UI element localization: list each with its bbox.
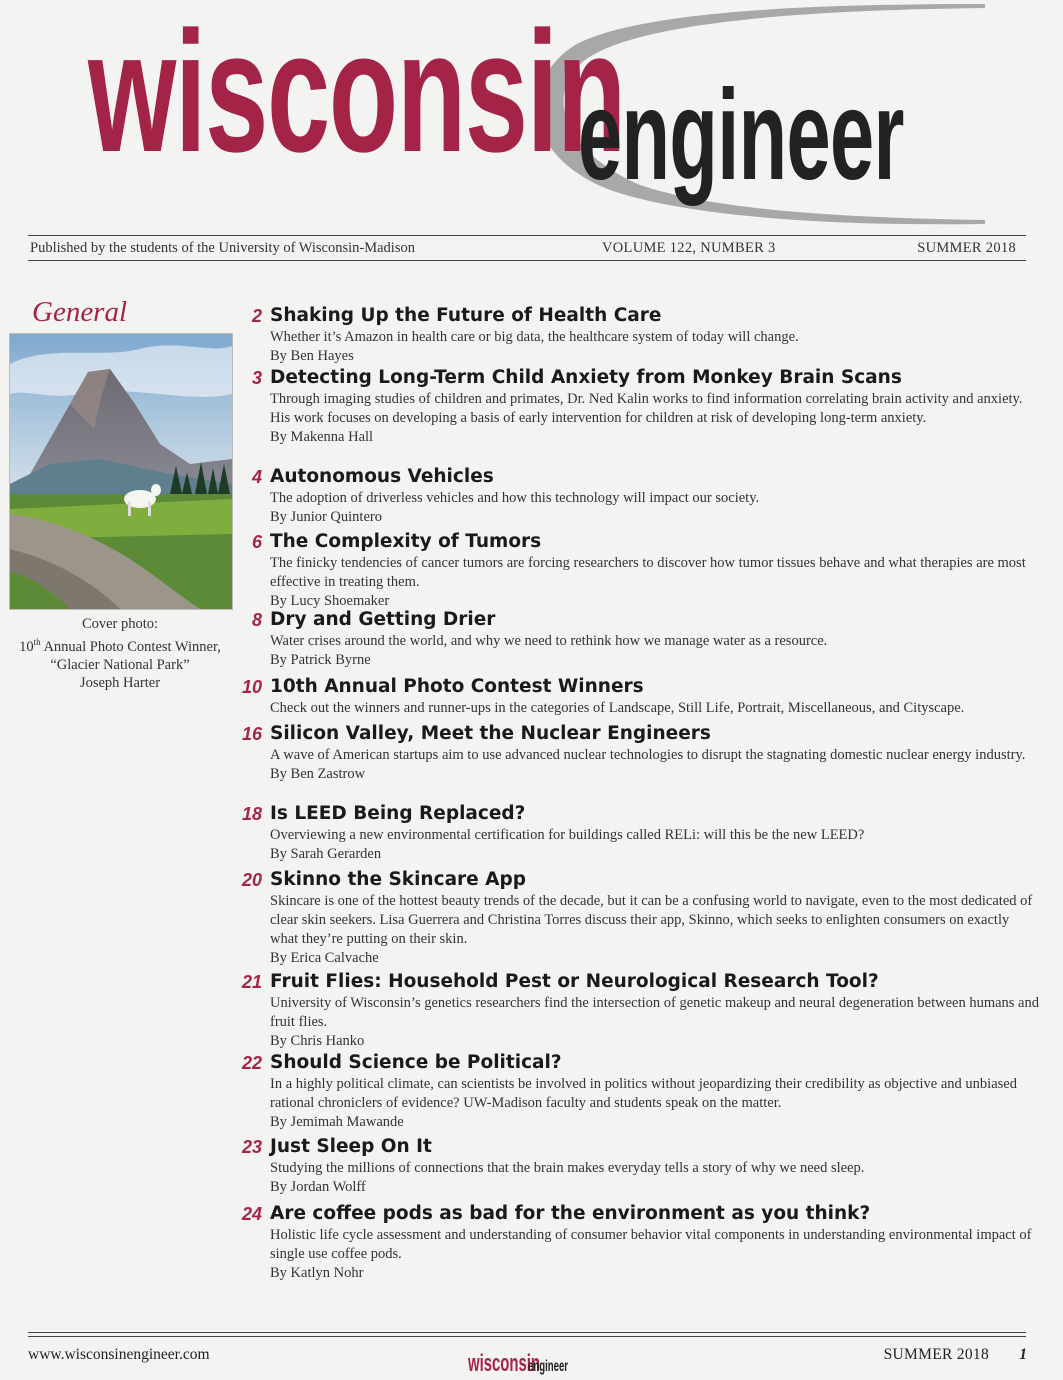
toc-description: Check out the winners and runner-ups in the categories of Landscape, Still Life, Portrait, Miscellaneous, and Cityscape.	[270, 700, 965, 716]
publisher-line: Published by the students of the University of Wisconsin-Madison	[30, 240, 415, 256]
footer-rule	[28, 1336, 1026, 1337]
toc-entry[interactable]	[230, 304, 1040, 366]
footer-logo	[468, 1350, 588, 1378]
cover-photo	[9, 333, 233, 610]
toc-page-number: 23	[241, 1137, 262, 1157]
toc-author: By Chris Hanko	[270, 1033, 365, 1049]
toc-author: By Jemimah Mawande	[270, 1114, 404, 1130]
section-heading: General	[32, 296, 128, 328]
toc-title[interactable]: Just Sleep On It	[270, 1136, 432, 1157]
toc-page-number: 22	[241, 1053, 262, 1073]
volume-number: VOLUME 122, NUMBER 3	[602, 240, 776, 256]
toc-description: Studying the millions of connections that the brain makes everyday tells a story of why we need sleep.	[270, 1160, 865, 1176]
cover-photo-illustration	[10, 334, 232, 609]
toc-page-number: 18	[241, 804, 262, 824]
toc-page-number: 3	[251, 368, 262, 388]
website-link[interactable]: www.wisconsinengineer.com	[28, 1346, 210, 1363]
footer-issue: SUMMER 2018	[883, 1346, 989, 1363]
toc-description: Through imaging studies of children and primates, Dr. Ned Kalin works to find information correlating brain activity and anxiety. His work focuses on developing a basis of early intervention for children at risk of developing long-term anxiety.	[270, 391, 1023, 426]
toc-entry[interactable]	[230, 366, 1040, 447]
toc-description: University of Wisconsin’s genetics researchers find the intersection of genetic makeup and neural degeneration between humans and fruit flies.	[270, 995, 1039, 1030]
footer-logo-engineer: engineer	[528, 1358, 569, 1375]
toc-title[interactable]: Fruit Flies: Household Pest or Neurological Research Tool?	[270, 971, 879, 992]
toc-author: By Junior Quintero	[270, 509, 382, 525]
toc-author: By Katlyn Nohr	[270, 1265, 364, 1281]
toc-title[interactable]: Detecting Long-Term Child Anxiety from Monkey Brain Scans	[270, 367, 902, 388]
toc-description: Water crises around the world, and why we need to rethink how we manage water as a resource.	[270, 633, 828, 649]
toc-author: By Jordan Wolff	[270, 1179, 366, 1195]
toc-author: By Patrick Byrne	[270, 652, 371, 668]
toc-page-number: 16	[241, 724, 262, 744]
toc-author: By Makenna Hall	[270, 429, 374, 445]
toc-description: Whether it’s Amazon in health care or big data, the healthcare system of today will change.	[270, 329, 799, 345]
toc-description: A wave of American startups aim to use advanced nuclear technologies to disrupt the stagnating domestic nuclear energy industry.	[270, 747, 1026, 763]
footer-rule	[28, 1332, 1026, 1333]
toc-title[interactable]: Autonomous Vehicles	[270, 466, 494, 487]
toc-entry[interactable]	[230, 802, 1040, 864]
publication-bar	[28, 235, 1026, 261]
caption-line-4: Joseph Harter	[79, 674, 161, 691]
toc-description: The finicky tendencies of cancer tumors are forcing researchers to discover how tumor tissues behave and what therapies are most effective in treating them.	[270, 555, 1026, 590]
cover-caption	[0, 615, 240, 692]
toc-entry[interactable]	[230, 530, 1040, 611]
toc-entry[interactable]	[230, 675, 1040, 718]
page-number: 1	[1019, 1346, 1027, 1363]
toc-description: Overviewing a new environmental certification for buildings called RELi: will this be the new LEED?	[270, 827, 865, 843]
toc-page-number: 4	[251, 467, 262, 487]
toc-author: By Ben Zastrow	[270, 766, 366, 782]
footer-logo-wisconsin: wisconsin	[468, 1350, 540, 1377]
caption-line-1: Cover photo:	[81, 616, 159, 632]
toc-page-number: 21	[241, 972, 262, 992]
toc-page-number: 2	[251, 306, 262, 326]
toc-author: By Sarah Gerarden	[270, 846, 382, 862]
masthead	[0, 0, 1063, 235]
masthead-title-wisconsin: wisconsin	[88, 0, 625, 188]
toc-description: Holistic life cycle assessment and understanding of consumer behavior vital components in understanding environmental impact of single use coffee pods.	[270, 1227, 1032, 1262]
toc-page-number: 8	[251, 610, 262, 630]
toc-title[interactable]: Shaking Up the Future of Health Care	[270, 305, 662, 326]
toc-author: By Ben Hayes	[270, 348, 354, 364]
toc-title[interactable]: Dry and Getting Drier	[270, 609, 496, 630]
caption-line-3: “Glacier National Park”	[50, 656, 190, 673]
toc-page-number: 24	[241, 1204, 262, 1224]
toc-title[interactable]: Are coffee pods as bad for the environment as you think?	[270, 1203, 871, 1224]
toc-entry[interactable]	[230, 1135, 1040, 1197]
toc-description: Skincare is one of the hottest beauty trends of the decade, but it can be a confusing world to navigate, even to the most dedicated of clear skin seekers. Lisa Guerrera and Christina Torres discuss their app, Skinno, which seeks to enlighten consumers on exactly what they’re putting on their skin.	[270, 893, 1033, 947]
masthead-title-engineer: engineer	[578, 64, 904, 207]
toc-author: By Lucy Shoemaker	[270, 593, 390, 609]
toc-title[interactable]: Skinno the Skincare App	[270, 869, 526, 890]
toc-description: The adoption of driverless vehicles and how this technology will impact our society.	[270, 490, 760, 506]
caption-line-2: 10th Annual Photo Contest Winner,	[19, 637, 221, 655]
toc-entry[interactable]	[230, 868, 1040, 968]
toc-title[interactable]: Silicon Valley, Meet the Nuclear Engineers	[270, 723, 711, 744]
toc-title[interactable]: Is LEED Being Replaced?	[270, 803, 526, 824]
toc-page-number: 20	[241, 870, 262, 890]
toc-page-number: 10	[241, 677, 262, 697]
toc-author: By Erica Calvache	[270, 950, 379, 966]
toc-title[interactable]: 10th Annual Photo Contest Winners	[270, 676, 644, 697]
toc-entry[interactable]	[230, 970, 1040, 1051]
toc-entry[interactable]	[230, 1051, 1040, 1132]
toc-description: In a highly political climate, can scientists be involved in politics without jeopardizing their credibility as objective and unbiased rational chroniclers of evidence? UW-Madison faculty and students speak on the matter.	[270, 1076, 1017, 1111]
toc-title[interactable]: Should Science be Political?	[270, 1052, 562, 1073]
toc-title[interactable]: The Complexity of Tumors	[270, 531, 542, 552]
toc-entry[interactable]	[230, 465, 1040, 527]
toc-entry[interactable]	[230, 1202, 1040, 1283]
issue-season: SUMMER 2018	[917, 240, 1016, 256]
toc-page-number: 6	[251, 532, 262, 552]
toc-entry[interactable]	[230, 722, 1040, 784]
toc-entry[interactable]	[230, 608, 1040, 670]
